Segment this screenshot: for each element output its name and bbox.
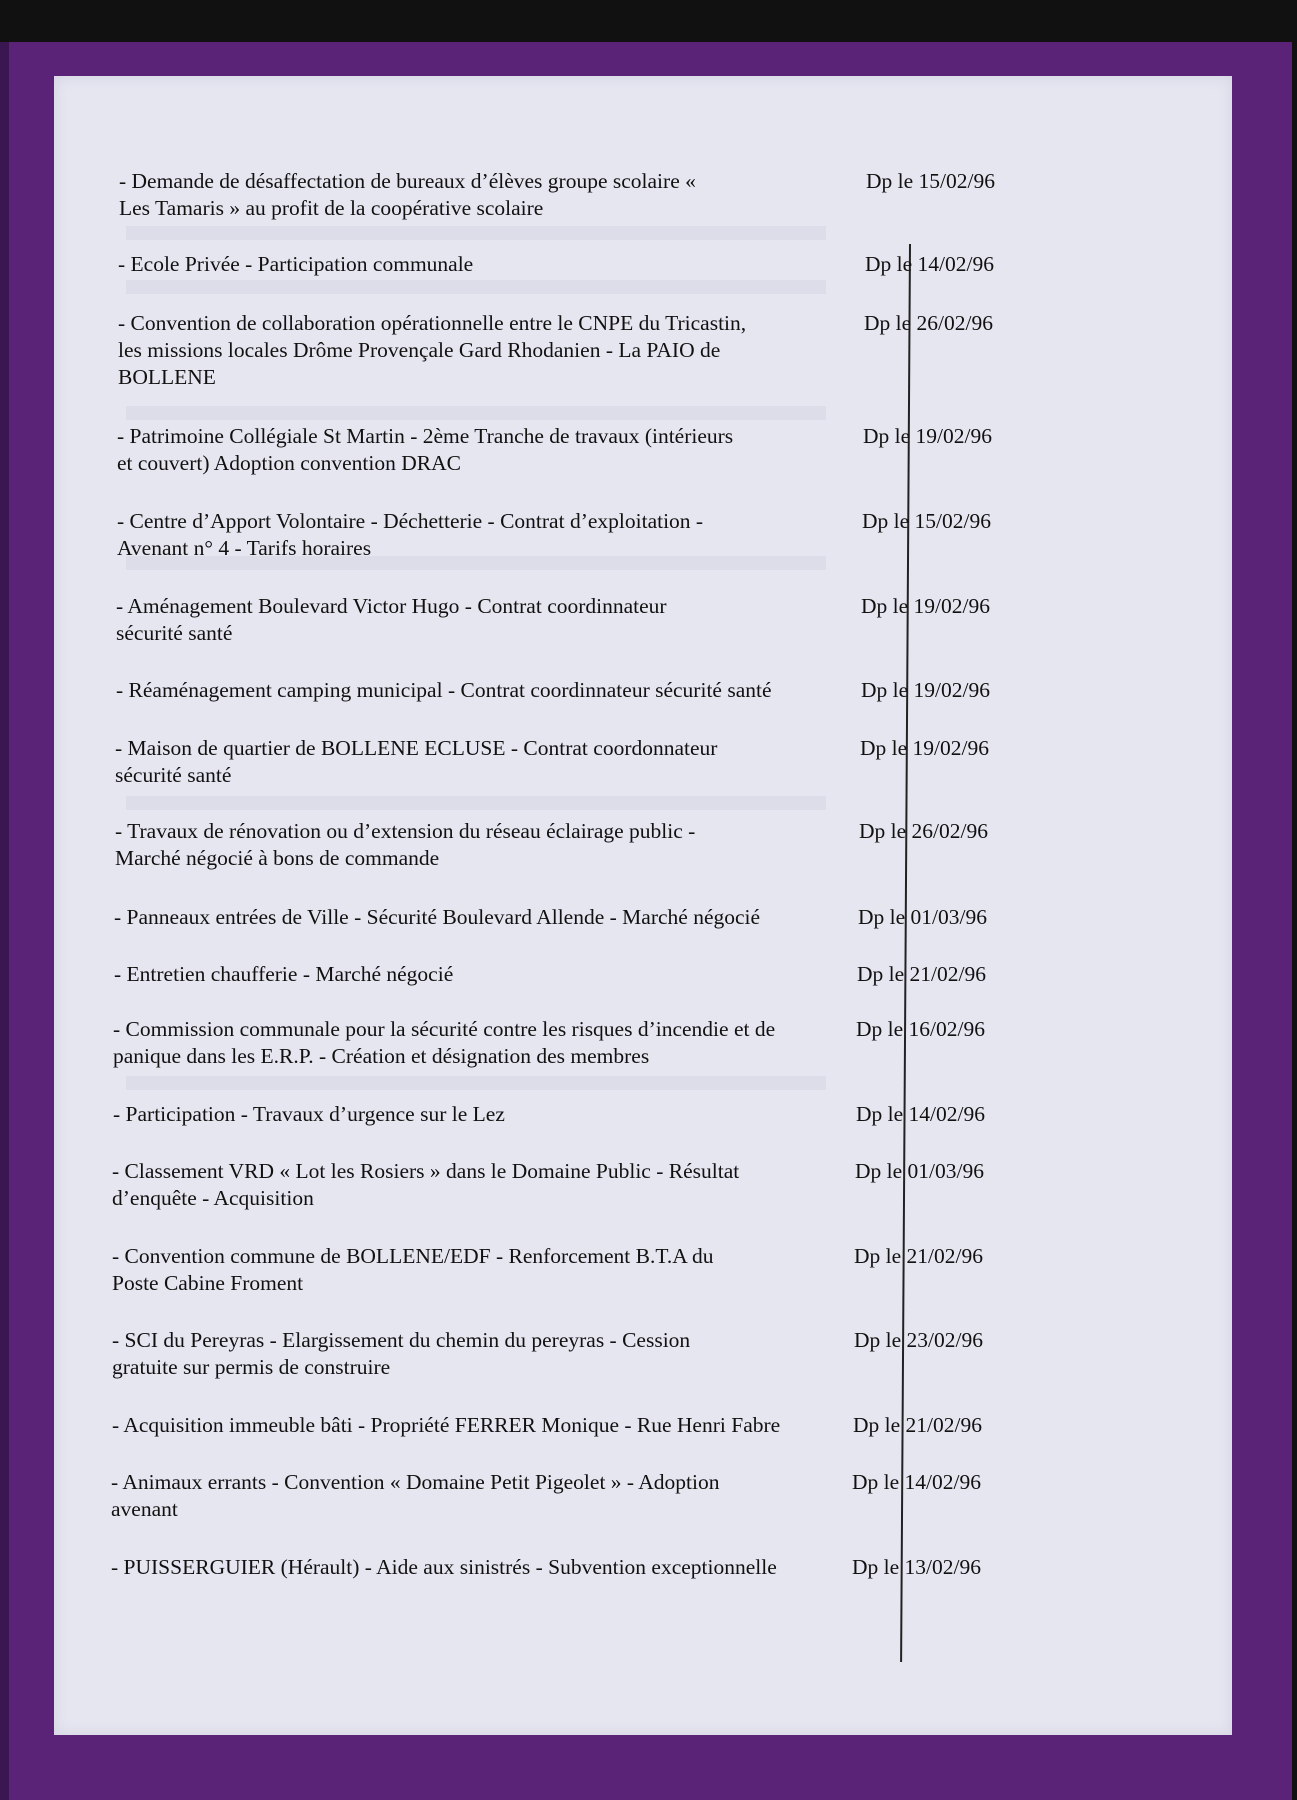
entry-date: Dp le 23/02/96 bbox=[854, 1328, 983, 1352]
entry-description: - Travaux de rénovation ou d’extension du réseau éclairage public - Marché négocié à bons de commande bbox=[115, 819, 696, 870]
entry-date: Dp le 14/02/96 bbox=[852, 1470, 981, 1494]
entry-description: - Classement VRD « Lot les Rosiers » dans le Domaine Public - Résultat d’enquête - Acquisition bbox=[112, 1159, 740, 1210]
show-through-line bbox=[126, 280, 826, 294]
entry-description: - Patrimoine Collégiale St Martin - 2ème Tranche de travaux (intérieurs et couvert) Adoption convention DRAC bbox=[117, 424, 734, 475]
entry-description: - Animaux errants - Convention « Domaine Petit Pigeolet » - Adoption avenant bbox=[111, 1470, 720, 1521]
entry-description: - Ecole Privée - Participation communale bbox=[118, 252, 474, 276]
entry-description: - Panneaux entrées de Ville - Sécurité Boulevard Allende - Marché négocié bbox=[114, 905, 761, 929]
entry-date: Dp le 19/02/96 bbox=[861, 594, 990, 618]
entry-description: - Aménagement Boulevard Victor Hugo - Contrat coordinnateur sécurité santé bbox=[116, 594, 667, 645]
entry-date: Dp le 21/02/96 bbox=[857, 962, 986, 986]
entry-description: - Entretien chaufferie - Marché négocié bbox=[114, 962, 454, 986]
entry-date: Dp le 19/02/96 bbox=[863, 424, 992, 448]
entry-date: Dp le 16/02/96 bbox=[856, 1017, 985, 1041]
folder-edge bbox=[0, 42, 9, 1800]
entry-date: Dp le 01/03/96 bbox=[858, 905, 987, 929]
show-through-line bbox=[126, 1076, 826, 1090]
show-through-line bbox=[126, 226, 826, 240]
entry-date: Dp le 21/02/96 bbox=[853, 1413, 982, 1437]
entry-date: Dp le 15/02/96 bbox=[866, 169, 995, 193]
document-page bbox=[54, 76, 1232, 1735]
entry-description: - Acquisition immeuble bâti - Propriété FERRER Monique - Rue Henri Fabre bbox=[112, 1413, 781, 1437]
show-through-line bbox=[126, 796, 826, 810]
entry-date: Dp le 26/02/96 bbox=[859, 819, 988, 843]
entry-description: - Commission communale pour la sécurité contre les risques d’incendie et de panique dans les E.R.P. - Création et désignation des membres bbox=[113, 1017, 776, 1068]
entry-date: Dp le 01/03/96 bbox=[855, 1159, 984, 1183]
entry-description: - Centre d’Apport Volontaire - Déchetterie - Contrat d’exploitation - Avenant n° 4 - Tarifs horaires bbox=[117, 509, 704, 560]
entry-description: - Maison de quartier de BOLLENE ECLUSE - Contrat coordonnateur sécurité santé bbox=[115, 736, 718, 787]
entry-date: Dp le 13/02/96 bbox=[852, 1555, 981, 1579]
entry-description: - Participation - Travaux d’urgence sur le Lez bbox=[113, 1102, 505, 1126]
entry-description: - Convention commune de BOLLENE/EDF - Renforcement B.T.A du Poste Cabine Froment bbox=[112, 1244, 714, 1295]
entry-date: Dp le 21/02/96 bbox=[854, 1244, 983, 1268]
entry-date: Dp le 19/02/96 bbox=[860, 736, 989, 760]
show-through-line bbox=[126, 406, 826, 420]
entry-description: - PUISSERGUIER (Hérault) - Aide aux sinistrés - Subvention exceptionnelle bbox=[111, 1555, 777, 1579]
entry-description: - Demande de désaffectation de bureaux d’élèves groupe scolaire « Les Tamaris » au profit de la coopérative scolaire bbox=[119, 169, 696, 220]
entry-date: Dp le 14/02/96 bbox=[856, 1102, 985, 1126]
entry-date: Dp le 15/02/96 bbox=[862, 509, 991, 533]
entry-description: - Convention de collaboration opérationnelle entre le CNPE du Tricastin, les missions locales Drôme Provençale Gard Rhodanien - La PAIO de BOLLENE bbox=[118, 311, 747, 389]
entry-description: - SCI du Pereyras - Elargissement du chemin du pereyras - Cession gratuite sur permis de construire bbox=[112, 1328, 691, 1379]
entry-date: Dp le 19/02/96 bbox=[861, 678, 990, 702]
entry-description: - Réaménagement camping municipal - Contrat coordinnateur sécurité santé bbox=[116, 678, 772, 702]
entry-date: Dp le 14/02/96 bbox=[865, 252, 994, 276]
entry-date: Dp le 26/02/96 bbox=[864, 311, 993, 335]
column-divider bbox=[900, 244, 911, 1662]
